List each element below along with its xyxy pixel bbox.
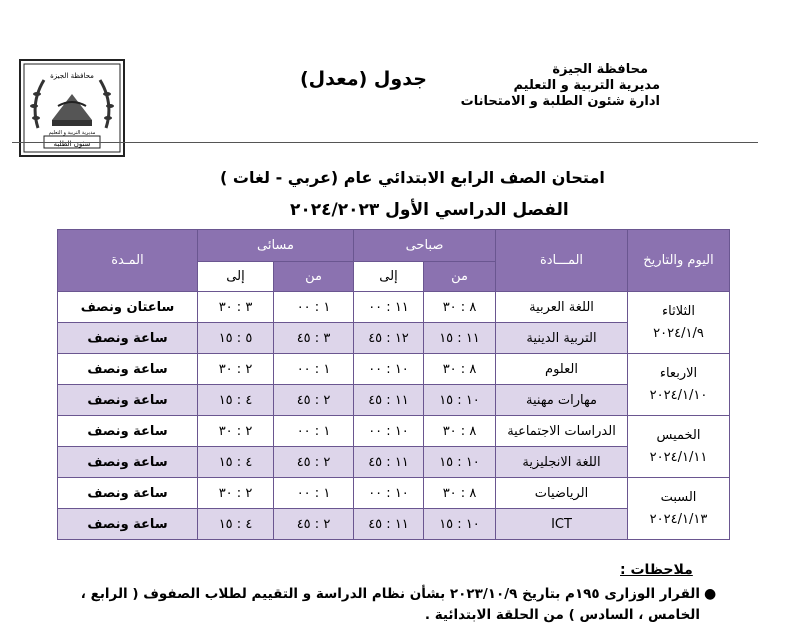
directorate-name: مديرية التربية و التعليم bbox=[513, 78, 660, 93]
evening-from-cell: ٢ : ٤٥ bbox=[274, 509, 354, 540]
duration-cell: ساعة ونصف bbox=[58, 478, 198, 509]
morning-to-cell: ١١ : ٠٠ bbox=[354, 292, 424, 323]
day-date: ٢٠٢٤/١/١٠ bbox=[649, 387, 708, 403]
schedule-title: جدول (معدل) bbox=[300, 68, 427, 90]
logo-bottom-text: شئون الطلبة bbox=[53, 140, 91, 148]
day-date: ٢٠٢٤/١/٩ bbox=[653, 325, 704, 341]
morning-from-cell: ٨ : ٣٠ bbox=[424, 478, 496, 509]
subject-cell: الدراسات الاجتماعية bbox=[496, 416, 628, 447]
exam-title: امتحان الصف الرابع الابتدائي عام (عربي - لغات ) bbox=[220, 168, 605, 187]
logo-mid-text: مديرية التربية و التعليم bbox=[48, 130, 96, 136]
subject-cell: اللغة الانجليزية bbox=[496, 447, 628, 478]
day-date-cell bbox=[628, 416, 730, 478]
morning-from-cell: ١٠ : ١٥ bbox=[424, 385, 496, 416]
table-row bbox=[58, 354, 730, 385]
table-row bbox=[58, 416, 730, 447]
subject-cell: ICT bbox=[496, 509, 628, 540]
day-date: ٢٠٢٤/١/١١ bbox=[649, 449, 708, 465]
duration-cell: ساعة ونصف bbox=[58, 416, 198, 447]
header-evening: مسائى bbox=[198, 230, 354, 262]
day-date: ٢٠٢٤/١/١٣ bbox=[649, 511, 708, 527]
evening-from-cell: ١ : ٠٠ bbox=[274, 354, 354, 385]
evening-to-cell: ٢ : ٣٠ bbox=[198, 354, 274, 385]
morning-to-cell: ١١ : ٤٥ bbox=[354, 385, 424, 416]
evening-from-cell: ٢ : ٤٥ bbox=[274, 447, 354, 478]
morning-to-cell: ١١ : ٤٥ bbox=[354, 447, 424, 478]
day-name: الاربعاء bbox=[659, 365, 698, 381]
administration-name: ادارة شئون الطلبة و الامتحانات bbox=[460, 94, 660, 109]
morning-from-cell: ١٠ : ١٥ bbox=[424, 447, 496, 478]
evening-to-cell: ٢ : ٣٠ bbox=[198, 416, 274, 447]
subject-cell: الرياضيات bbox=[496, 478, 628, 509]
table-row bbox=[58, 292, 730, 323]
subject-cell: العلوم bbox=[496, 354, 628, 385]
table-row bbox=[58, 478, 730, 509]
header-morning-to: إلى bbox=[354, 262, 424, 292]
header-morning: صباحى bbox=[354, 230, 496, 262]
header-day-date: اليوم والتاريخ bbox=[628, 230, 730, 292]
day-name: السبت bbox=[660, 489, 697, 505]
morning-to-cell: ١١ : ٤٥ bbox=[354, 509, 424, 540]
header-divider bbox=[12, 142, 758, 143]
morning-from-cell: ١١ : ١٥ bbox=[424, 323, 496, 354]
morning-to-cell: ١٠ : ٠٠ bbox=[354, 416, 424, 447]
directorate-logo bbox=[18, 58, 126, 158]
header-morning-from: من bbox=[424, 262, 496, 292]
evening-from-cell: ١ : ٠٠ bbox=[274, 416, 354, 447]
day-name: الثلاثاء bbox=[662, 303, 695, 319]
evening-from-cell: ٢ : ٤٥ bbox=[274, 385, 354, 416]
evening-to-cell: ٥ : ١٥ bbox=[198, 323, 274, 354]
governorate-name: محافظة الجيزة bbox=[552, 62, 648, 77]
morning-to-cell: ١٠ : ٠٠ bbox=[354, 354, 424, 385]
notes-heading: ملاحظات : bbox=[620, 562, 693, 578]
subject-cell: التربية الدينية bbox=[496, 323, 628, 354]
header-subject: المـــادة bbox=[496, 230, 628, 292]
evening-to-cell: ٤ : ١٥ bbox=[198, 447, 274, 478]
note-item: القرار الوزارى ١٩٥م بتاريخ ٢٠٢٣/١٠/٩ بشأن نظام الدراسة و التقييم لطلاب الصفوف ( الرابع ، الخامس ، السادس ) من الحلقة الابتدائية . bbox=[80, 586, 700, 623]
evening-to-cell: ٢ : ٣٠ bbox=[198, 478, 274, 509]
morning-from-cell: ٨ : ٣٠ bbox=[424, 354, 496, 385]
morning-to-cell: ١٠ : ٠٠ bbox=[354, 478, 424, 509]
duration-cell: ساعة ونصف bbox=[58, 323, 198, 354]
subject-cell: مهارات مهنية bbox=[496, 385, 628, 416]
evening-from-cell: ١ : ٠٠ bbox=[274, 478, 354, 509]
evening-to-cell: ٤ : ١٥ bbox=[198, 509, 274, 540]
day-name: الخميس bbox=[656, 427, 701, 443]
morning-from-cell: ٨ : ٣٠ bbox=[424, 292, 496, 323]
duration-cell: ساعة ونصف bbox=[58, 509, 198, 540]
evening-from-cell: ١ : ٠٠ bbox=[274, 292, 354, 323]
evening-to-cell: ٣ : ٣٠ bbox=[198, 292, 274, 323]
day-date-cell bbox=[628, 478, 730, 540]
duration-cell: ساعة ونصف bbox=[58, 447, 198, 478]
header-evening-from: من bbox=[274, 262, 354, 292]
duration-cell: ساعة ونصف bbox=[58, 385, 198, 416]
note-bullet-icon: ● bbox=[704, 586, 717, 602]
evening-to-cell: ٤ : ١٥ bbox=[198, 385, 274, 416]
exam-schedule-table bbox=[57, 229, 730, 540]
evening-from-cell: ٣ : ٤٥ bbox=[274, 323, 354, 354]
morning-from-cell: ٨ : ٣٠ bbox=[424, 416, 496, 447]
duration-cell: ساعتان ونصف bbox=[58, 292, 198, 323]
morning-from-cell: ١٠ : ١٥ bbox=[424, 509, 496, 540]
subject-cell: اللغة العربية bbox=[496, 292, 628, 323]
duration-cell: ساعة ونصف bbox=[58, 354, 198, 385]
header-duration: المـدة bbox=[58, 230, 198, 292]
schedule-body bbox=[58, 292, 730, 540]
term-title: الفصل الدراسي الأول ٢٠٢٤/٢٠٢٣ bbox=[290, 200, 569, 220]
day-date-cell bbox=[628, 354, 730, 416]
header-evening-to: إلى bbox=[198, 262, 274, 292]
morning-to-cell: ١٢ : ٤٥ bbox=[354, 323, 424, 354]
day-date-cell bbox=[628, 292, 730, 354]
logo-top-text: محافظة الجيزة bbox=[50, 72, 94, 80]
